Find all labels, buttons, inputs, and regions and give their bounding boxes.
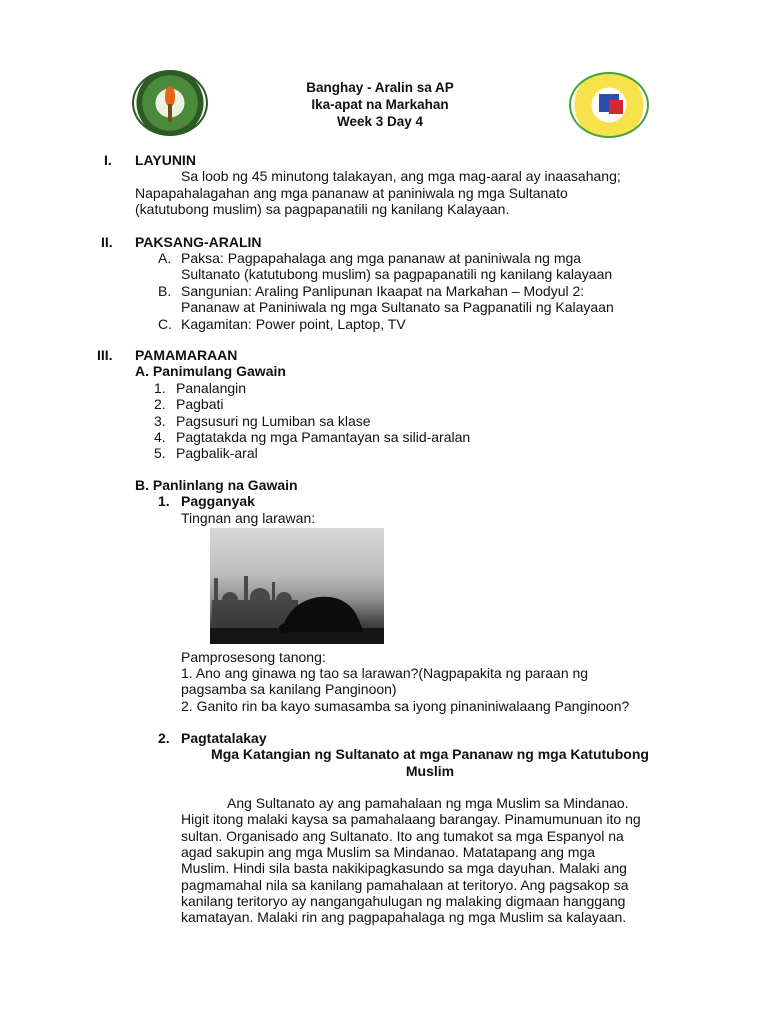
pagganyak-num: 1.	[158, 493, 170, 509]
list-item-pagbalik-aral: Pagbalik-aral	[176, 445, 258, 461]
paragraph-line-6: pagmamahal nila sa kanilang pamahalaan at teritoryo. Ang pagsakop sa	[181, 877, 629, 893]
item-letter-c: C.	[158, 316, 172, 332]
list-item-pagsusuri: Pagsusuri ng Lumiban sa klase	[176, 413, 371, 429]
sangunian-line-2: Pananaw at Paniniwala ng mga Sultanato sa Pagpanatili ng Kalayaan	[181, 299, 614, 315]
book-red-icon	[609, 100, 623, 114]
question-1-line-2: pagsamba sa kanilang Panginoon)	[181, 681, 397, 697]
pagganyak-instruction: Tingnan ang larawan:	[181, 510, 316, 526]
title-line-1: Banghay - Aralin sa AP	[306, 80, 454, 95]
section-number-1: I.	[104, 152, 112, 168]
section-number-2: II.	[101, 234, 113, 250]
division-seal-logo	[132, 70, 208, 136]
pagtatalakay-num: 2.	[158, 730, 170, 746]
paragraph-line-4: agad sakupin ang mga Muslim sa Mindanao. Matatapang ang mga	[181, 844, 596, 860]
pamprosesong-label: Pamprosesong tanong:	[181, 649, 326, 665]
paragraph-line-8: kamatayan. Malaki rin ang pagpapahalaga ng mga Muslim sa kalayaan.	[181, 909, 627, 925]
list-num-3: 3.	[154, 413, 166, 429]
sangunian-line-1: Sangunian: Araling Panlipunan Ikaapat na Markahan – Modyul 2:	[181, 283, 585, 299]
section-title-pamamaraan: PAMAMARAAN	[135, 347, 238, 363]
item-letter-b: B.	[158, 283, 172, 299]
title-line-2: Ika-apat na Markahan	[311, 97, 449, 112]
layunin-line-3: (katutubong muslim) sa pagpapanatili ng kanilang Kalayaan.	[135, 201, 510, 217]
list-num-4: 4.	[154, 429, 166, 445]
paragraph-line-5: Muslim. Hindi sila basta nakikipagkasundo sa mga dayuhan. Malaki ang	[181, 860, 627, 876]
pagtatalakay-heading-line-2: Muslim	[405, 763, 455, 779]
layunin-line-1: Sa loob ng 45 minutong talakayan, ang mga mag-aaral ay inaasahang;	[181, 168, 621, 184]
list-num-1: 1.	[154, 380, 166, 396]
paragraph-line-1: Ang Sultanato ay ang pamahalaan ng mga Muslim sa Mindanao.	[227, 795, 629, 811]
subsection-panimulang-gawain: A. Panimulang Gawain	[135, 363, 286, 379]
paragraph-line-3: sultan. Organisado ang Sultanato. Ito ang tumakot sa mga Espanyol na	[181, 828, 624, 844]
praying-silhouette-image	[210, 528, 384, 644]
item-letter-a: A.	[158, 250, 172, 266]
paksa-line-1: Paksa: Pagpapahalaga ang mga pananaw at paniniwala ng mga	[181, 250, 582, 266]
list-item-pagbati: Pagbati	[176, 396, 224, 412]
pagtatalakay-heading-line-1: Mga Katangian ng Sultanato at mga Pananaw ng mga Katutubong	[211, 746, 649, 762]
pagganyak-title: Pagganyak	[181, 493, 255, 509]
document-title	[250, 79, 510, 130]
school-seal-logo	[569, 72, 649, 138]
list-num-2: 2.	[154, 396, 166, 412]
section-number-3: III.	[97, 347, 113, 363]
torch-handle-icon	[168, 104, 172, 122]
paksa-line-2: Sultanato (katutubong muslim) sa pagpapanatili ng kanilang kalayaan	[181, 266, 613, 282]
pagtatalakay-title: Pagtatalakay	[181, 730, 267, 746]
question-2: 2. Ganito rin ba kayo sumasamba sa iyong pinaniniwalaang Panginoon?	[181, 698, 630, 714]
list-num-5: 5.	[154, 445, 166, 461]
title-line-3: Week 3 Day 4	[336, 114, 424, 129]
mosque-prayer-illustration	[210, 528, 384, 644]
subsection-panlinlang-na-gawain: B. Panlinlang na Gawain	[135, 477, 298, 493]
layunin-line-2: Napapahalagahan ang mga pananaw at paniniwala ng mga Sultanato	[135, 185, 568, 201]
kagamitan-line: Kagamitan: Power point, Laptop, TV	[181, 316, 406, 332]
question-1-line-1: 1. Ano ang ginawa ng tao sa larawan?(Nagpapakita ng paraan ng	[181, 665, 589, 681]
list-item-pagtatakda: Pagtatakda ng mga Pamantayan sa silid-aralan	[176, 429, 471, 445]
paragraph-line-2: Higit itong malaki kaysa sa pamahalaang barangay. Pinamumunuan ito ng	[181, 811, 641, 827]
torch-flame-icon	[165, 86, 175, 106]
list-item-panalangin: Panalangin	[176, 380, 247, 396]
paragraph-line-7: kanilang teritoryo ay nangangahulugan ng malaking digmaan hanggang	[181, 893, 626, 909]
section-title-layunin: LAYUNIN	[135, 152, 196, 168]
section-title-paksang-aralin: PAKSANG-ARALIN	[135, 234, 262, 250]
